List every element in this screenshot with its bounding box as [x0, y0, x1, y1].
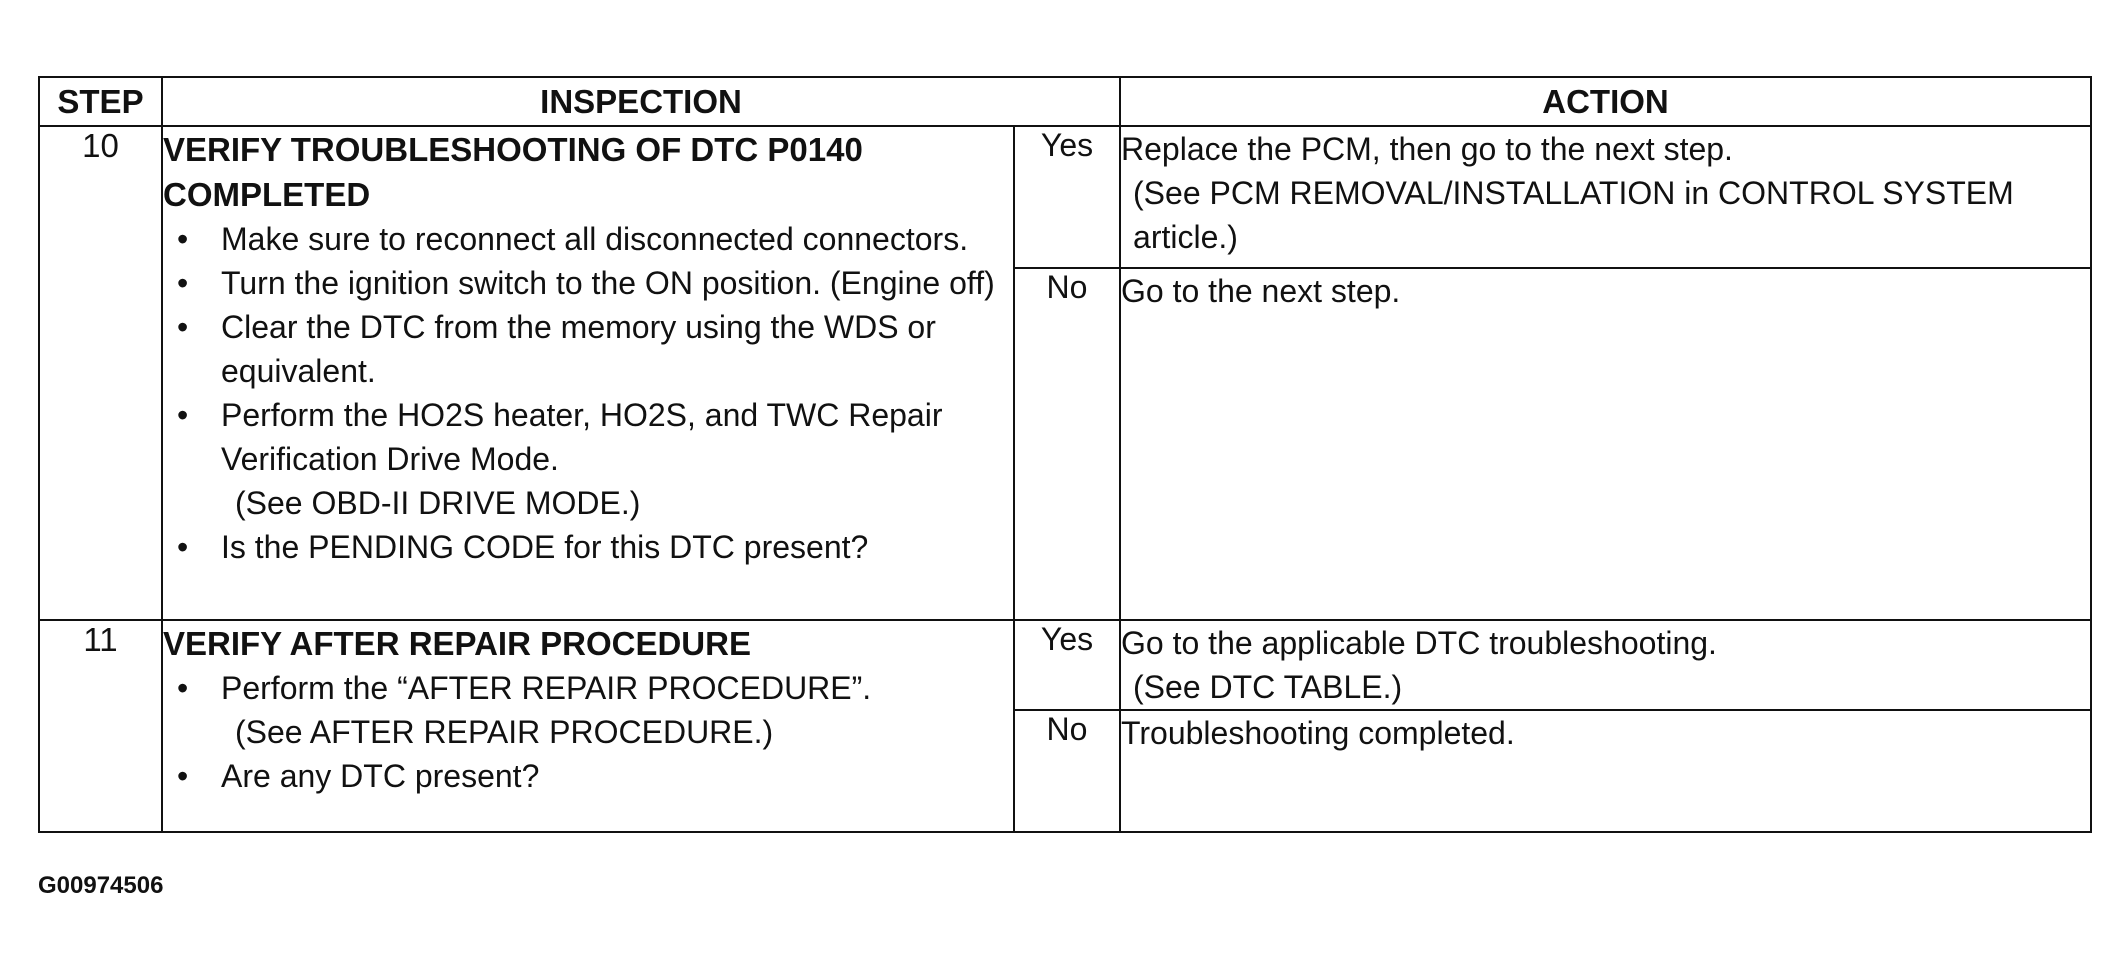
inspection-title: VERIFY AFTER REPAIR PROCEDURE	[163, 625, 751, 662]
list-item	[163, 754, 1013, 798]
inspection-title: VERIFY TROUBLESHOOTING OF DTC P0140 COMPLETED	[163, 131, 863, 213]
reference-note: (See DTC TABLE.)	[1133, 669, 1403, 705]
list-item	[163, 261, 1013, 305]
yes-action	[1120, 620, 2091, 710]
bullet-icon: •	[177, 758, 189, 794]
reference-note: (See PCM REMOVAL/INSTALLATION in CONTROL SYSTEM article.)	[1133, 175, 2014, 255]
yes-label: Yes	[1014, 126, 1120, 268]
list-item	[163, 666, 1013, 754]
inspection-list	[163, 217, 1013, 569]
list-item-text: Perform the “AFTER REPAIR PROCEDURE”.	[221, 670, 872, 706]
no-action	[1120, 268, 2091, 620]
step-number: 11	[39, 620, 162, 832]
bullet-icon: •	[177, 265, 189, 301]
header-row	[39, 77, 2091, 126]
no-label: No	[1014, 268, 1120, 620]
no-action	[1120, 710, 2091, 832]
inspection-list	[163, 666, 1013, 798]
yes-action	[1120, 126, 2091, 268]
inspection-header: INSPECTION	[162, 77, 1120, 126]
bullet-icon: •	[177, 397, 189, 433]
list-item-text: Is the PENDING CODE for this DTC present?	[221, 529, 869, 565]
yes-label: Yes	[1014, 620, 1120, 710]
list-item	[163, 525, 1013, 569]
figure-id: G00974506	[38, 872, 164, 899]
inspection-cell	[162, 126, 1014, 620]
list-item-text: Clear the DTC from the memory using the WDS or equivalent.	[221, 309, 936, 389]
list-item	[163, 217, 1013, 261]
step-header: STEP	[39, 77, 162, 126]
bullet-icon: •	[177, 309, 189, 345]
list-item	[163, 393, 1013, 525]
bullet-icon: •	[177, 221, 189, 257]
table-row	[39, 620, 2091, 710]
no-label: No	[1014, 710, 1120, 832]
list-item-text: Make sure to reconnect all disconnected connectors.	[221, 221, 969, 257]
list-item-text: Turn the ignition switch to the ON position. (Engine off)	[221, 265, 995, 301]
action-text: Replace the PCM, then go to the next step.	[1121, 131, 1733, 167]
list-item	[163, 305, 1013, 393]
step-number: 10	[39, 126, 162, 620]
action-header: ACTION	[1120, 77, 2091, 126]
list-item-text: Are any DTC present?	[221, 758, 540, 794]
inspection-cell	[162, 620, 1014, 832]
action-text: Go to the next step.	[1121, 273, 1401, 309]
list-item-text: Perform the HO2S heater, HO2S, and TWC Repair Verification Drive Mode.	[221, 397, 943, 477]
bullet-icon: •	[177, 670, 189, 706]
action-text: Troubleshooting completed.	[1121, 715, 1515, 751]
action-text: Go to the applicable DTC troubleshooting.	[1121, 625, 1717, 661]
dtc-troubleshooting-table	[38, 76, 2092, 833]
table-row	[39, 126, 2091, 268]
reference-note: (See OBD-II DRIVE MODE.)	[235, 485, 641, 521]
bullet-icon: •	[177, 529, 189, 565]
reference-note: (See AFTER REPAIR PROCEDURE.)	[235, 714, 774, 750]
